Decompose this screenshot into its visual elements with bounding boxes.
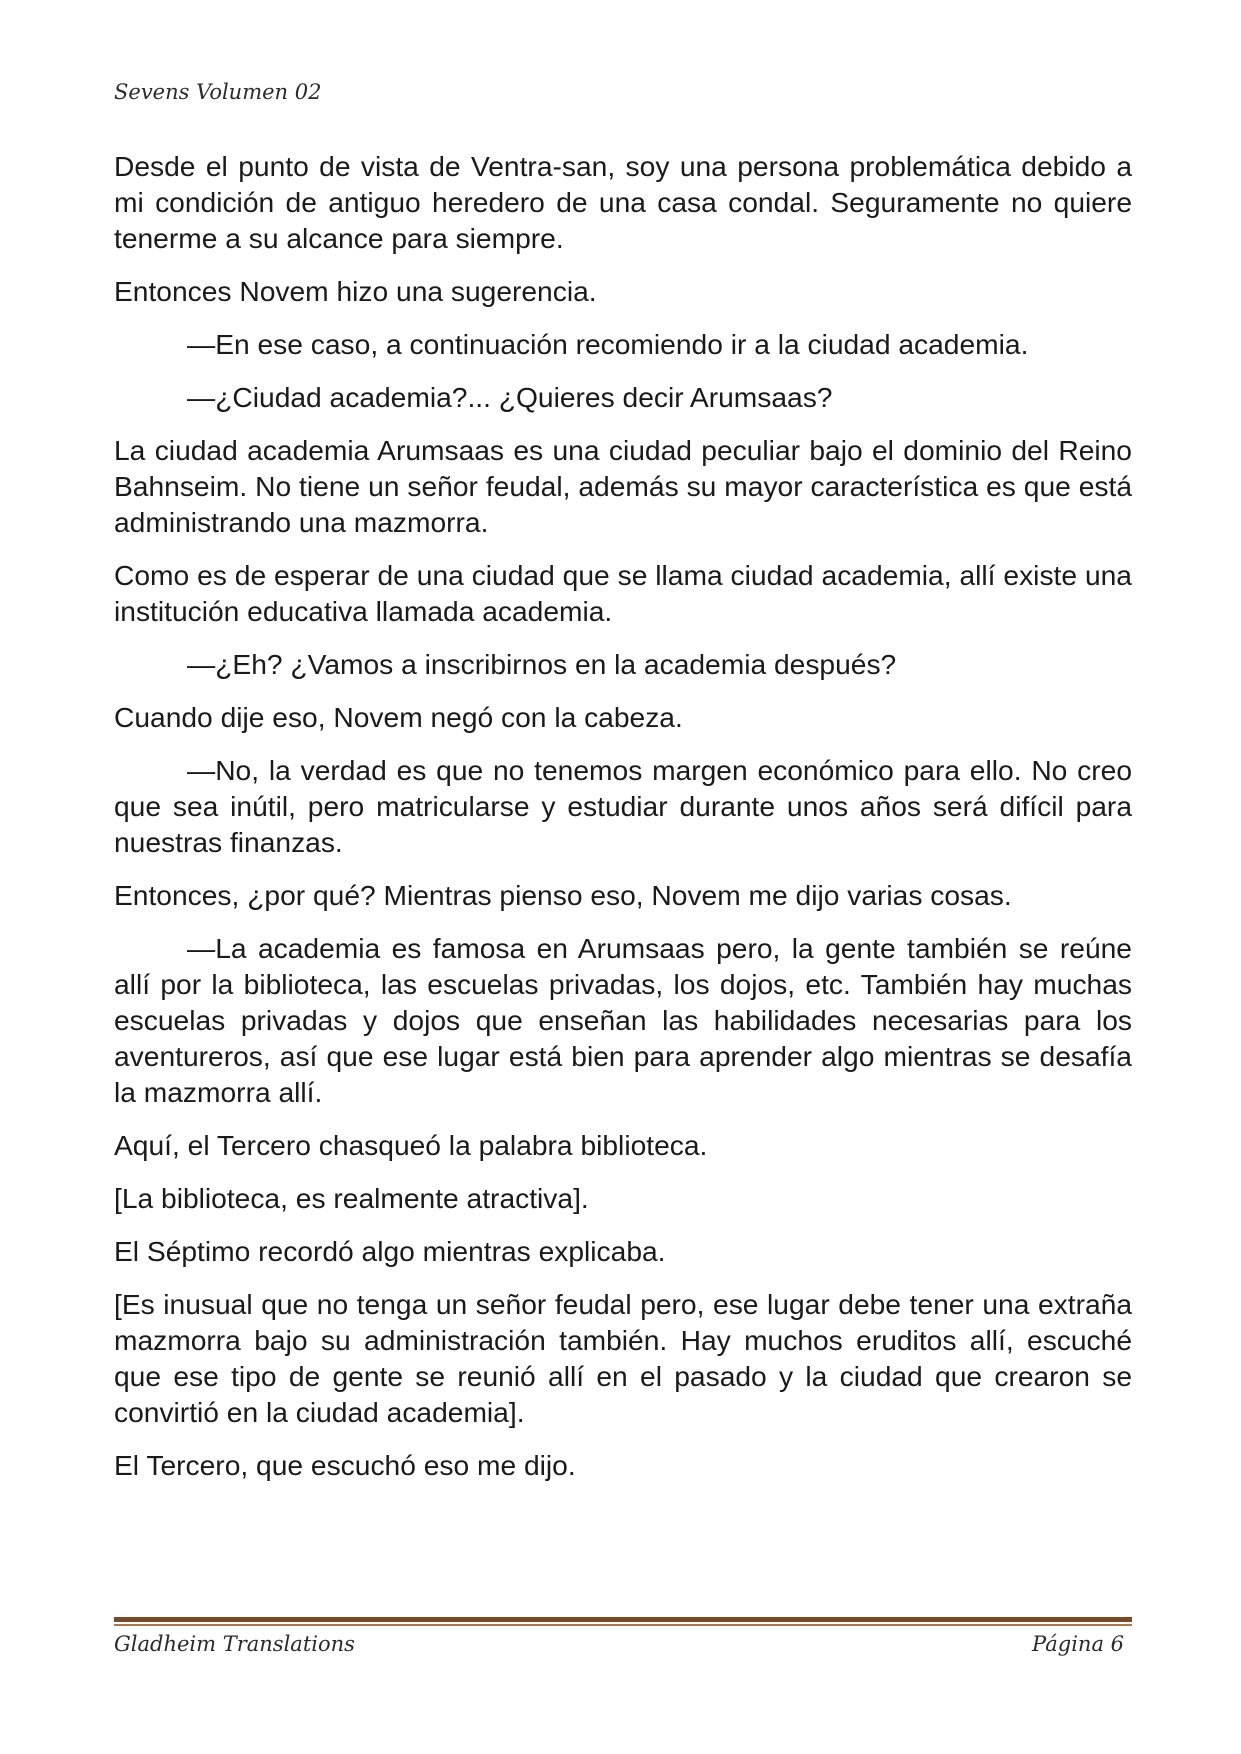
dialogue-paragraph: —¿Ciudad academia?... ¿Quieres decir Arumsaas? xyxy=(187,381,833,413)
paragraph: La ciudad academia Arumsaas es una ciudad peculiar bajo el dominio del Reino Bahnseim. No tiene un señor feudal, además su mayor característica es que está administrando una mazmorra. xyxy=(114,434,1132,538)
paragraph: [Es inusual que no tenga un señor feudal pero, ese lugar debe tener una extraña mazmorra bajo su administración también. Hay muchos eruditos allí, escuché que ese tipo de gente se reunió allí en el pasado y la ciudad que crearon se convirtió en la ciudad academia]. xyxy=(114,1288,1132,1428)
paragraph: Cuando dije eso, Novem negó con la cabeza. xyxy=(114,701,683,733)
footer-divider xyxy=(114,1617,1132,1626)
body-text xyxy=(114,148,1132,1500)
paragraph: Como es de esperar de una ciudad que se llama ciudad academia, allí existe una institución educativa llamada academia. xyxy=(114,559,1132,627)
footer-translator-credit: Gladheim Translations xyxy=(114,1632,355,1656)
footer-divider-thin-line xyxy=(114,1624,1132,1626)
paragraph: Aquí, el Tercero chasqueó la palabra biblioteca. xyxy=(114,1129,708,1161)
paragraph: El Tercero, que escuchó eso me dijo. xyxy=(114,1449,576,1481)
dialogue-paragraph: —¿Eh? ¿Vamos a inscribirnos en la academia después? xyxy=(187,648,897,680)
dialogue-paragraph: —La academia es famosa en Arumsaas pero, la gente también se reúne allí por la biblioteca, las escuelas privadas, los dojos, etc. También hay muchas escuelas privadas y dojos que enseñan las habilidades necesarias para los aventureros, así que ese lugar está bien para aprender algo mientras se desafía la mazmorra allí. xyxy=(114,932,1132,1108)
footer-page-number: Página 6 xyxy=(1032,1632,1124,1656)
page-header-title: Sevens Volumen 02 xyxy=(114,80,322,104)
paragraph: Entonces Novem hizo una sugerencia. xyxy=(114,275,597,307)
dialogue-paragraph: —No, la verdad es que no tenemos margen económico para ello. No creo que sea inútil, pero matricularse y estudiar durante unos años será difícil para nuestras finanzas. xyxy=(114,754,1132,858)
footer-divider-thick-line xyxy=(114,1617,1132,1622)
dialogue-paragraph: —En ese caso, a continuación recomiendo ir a la ciudad academia. xyxy=(187,328,1029,360)
paragraph: Desde el punto de vista de Ventra-san, soy una persona problemática debido a mi condición de antiguo heredero de una casa condal. Seguramente no quiere tenerme a su alcance para siempre. xyxy=(114,150,1132,254)
paragraph: Entonces, ¿por qué? Mientras pienso eso, Novem me dijo varias cosas. xyxy=(114,879,1012,911)
paragraph: [La biblioteca, es realmente atractiva]. xyxy=(114,1182,589,1214)
paragraph: El Séptimo recordó algo mientras explicaba. xyxy=(114,1235,666,1267)
